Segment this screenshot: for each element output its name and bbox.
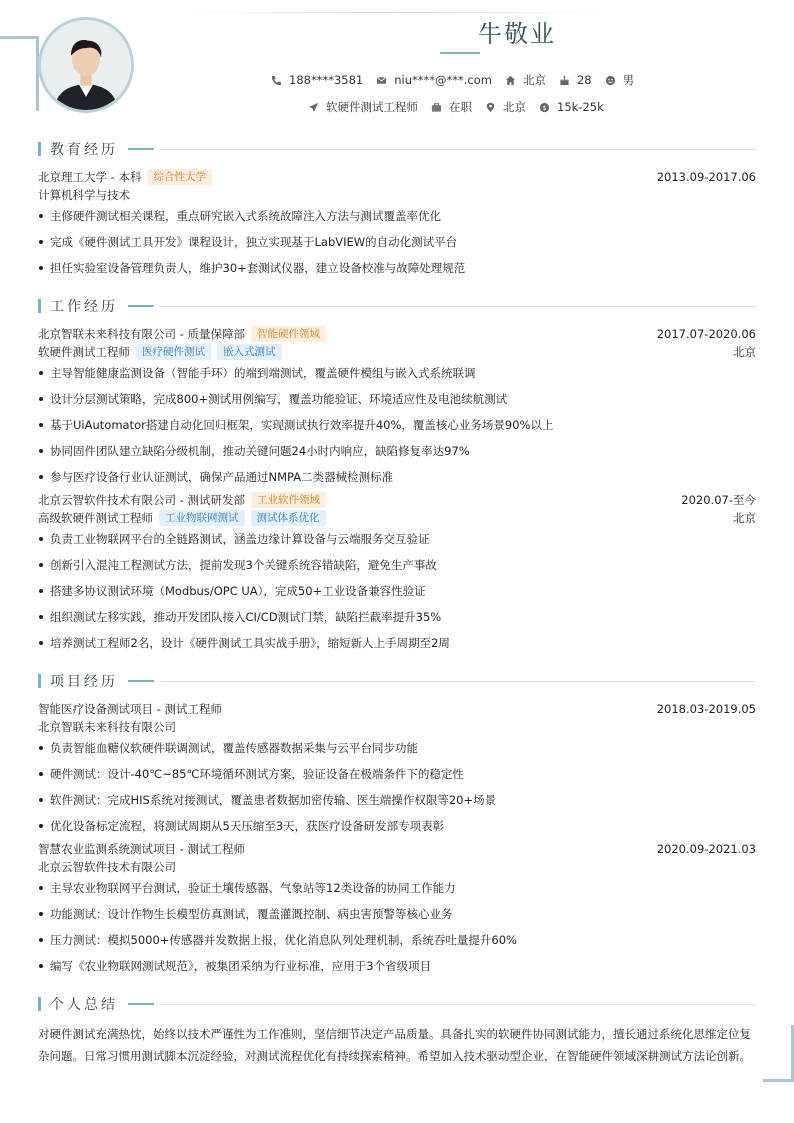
- company-name: 北京智联未来科技有限公司 - 质量保障部: [38, 327, 245, 341]
- section-project: [38, 673, 756, 689]
- list-item: 功能测试：设计作物生长模型仿真测试，覆盖灌溉控制、病虫害预警等核心业务: [38, 906, 756, 922]
- list-item: 参与医疗设备行业认证测试，确保产品通过NMPA二类器械检测标准: [38, 469, 756, 485]
- project-date: 2020.09-2021.03: [656, 842, 756, 856]
- work-role: [38, 510, 756, 526]
- skill-tag: 工业物联网测试: [159, 510, 245, 526]
- project-company-name: 北京云智软件技术有限公司: [38, 860, 176, 874]
- project-company-name: 北京智联未来科技有限公司: [38, 720, 176, 734]
- home-icon: [505, 75, 516, 86]
- skill-tag: 测试体系优化: [251, 510, 326, 526]
- list-item: 负责智能血糖仪软硬件联调测试，覆盖传感器数据采集与云平台同步功能: [38, 740, 756, 756]
- list-item: 设计分层测试策略，完成800+测试用例编写，覆盖功能验证、环境适应性及电池续航测试: [38, 391, 756, 407]
- education-date: 2013.09-2017.06: [656, 170, 756, 184]
- candidate-name: 牛敬业: [478, 20, 556, 48]
- company-name: 北京云智软件技术有限公司 - 测试研发部: [38, 493, 245, 507]
- skill-tag: 医疗硬件测试: [136, 344, 211, 360]
- send-icon: [308, 102, 319, 113]
- svg-text:$: $: [542, 103, 547, 112]
- section-title: 项目经历: [50, 674, 118, 690]
- list-item: 优化设备标定流程，将测试周期从5天压缩至3天，获医疗设备研发部专项表彰: [38, 818, 756, 834]
- name-underline: [440, 52, 480, 54]
- corner-decoration-left: [0, 36, 39, 111]
- school-tag: 综合性大学: [147, 169, 212, 185]
- job-item: [308, 99, 418, 115]
- face-icon: [605, 75, 616, 86]
- list-item: 协同固件团队建立缺陷分级机制，推动关键问题24小时内响应，缺陷修复率达97%: [38, 443, 756, 459]
- list-item: 主导智能健康监测设备（智能手环）的端到端测试，覆盖硬件模组与嵌入式系统联调: [38, 365, 756, 381]
- industry-tag: 智能硬件领域: [251, 326, 326, 342]
- list-item: 压力测试：模拟5000+传感器并发数据上报，优化消息队列处理机制，系统吞吐量提升60%: [38, 932, 756, 948]
- list-item: 主修硬件测试相关课程，重点研究嵌入式系统故障注入方法与测试覆盖率优化: [38, 208, 756, 224]
- section-education: [38, 141, 756, 157]
- age-item: [559, 73, 592, 87]
- list-item: 主导农业物联网平台测试，验证土壤传感器、气象站等12类设备的协同工作能力: [38, 880, 756, 896]
- work-date: 2017.07-2020.06: [656, 327, 756, 341]
- education-major: [38, 187, 756, 203]
- phone-value: 188****3581: [289, 73, 364, 87]
- summary-text: 对硬件测试充满热忱，始终以技术严谨性为工作准则，坚信细节决定产品质量。具备扎实的软硬件协同测试能力，擅长通过系统化思维定位复杂问题。日常习惯用测试脚本沉淀经验，对测试流程优化有持续探索精神。希望加入技术驱动型企业，在智能硬件领域深耕测试方法论创新。: [38, 1027, 751, 1063]
- work-role: [38, 344, 756, 360]
- project-company: [38, 719, 756, 735]
- project-date: 2018.03-2019.05: [656, 702, 756, 716]
- location-value: 北京: [503, 100, 526, 114]
- location-item: [485, 99, 526, 115]
- list-item: 完成《硬件测试工具开发》课程设计，独立实现基于LabVIEW的自动化测试平台: [38, 234, 756, 250]
- work-header: [38, 326, 756, 342]
- project-name: 智慧农业监测系统测试项目 - 测试工程师: [38, 842, 245, 856]
- avatar: [38, 17, 134, 113]
- work-location: 北京: [733, 511, 756, 525]
- city-item: [505, 72, 546, 88]
- email-item: [376, 73, 492, 87]
- salary-value: 15k-25k: [557, 100, 604, 114]
- phone-item: [271, 73, 363, 87]
- list-item: 基于UiAutomator搭建自动化回归框架，实现测试执行效率提升40%，覆盖核心业务场景90%以上: [38, 417, 756, 433]
- gender-value: 男: [622, 73, 635, 87]
- job-intent-row: [308, 99, 617, 115]
- list-item: 软件测试：完成HIS系统对接测试，覆盖患者数据加密传输、医生端操作权限等20+场景: [38, 792, 756, 808]
- work-location: 北京: [733, 345, 756, 359]
- project-header: [38, 701, 756, 717]
- list-item: 硬件测试：设计-40℃~85℃环境循环测试方案，验证设备在极端条件下的稳定性: [38, 766, 756, 782]
- status-item: [431, 99, 472, 115]
- list-item: 培养测试工程师2名，设计《硬件测试工具实战手册》，缩短新人上手周期至2周: [38, 635, 756, 651]
- list-item: 组织测试左移实践，推动开发团队接入CI/CD测试门禁，缺陷拦截率提升35%: [38, 609, 756, 625]
- work-date: 2020.07-至今: [681, 493, 756, 507]
- skill-tag: 嵌入式测试: [217, 344, 282, 360]
- school-name: 北京理工大学 - 本科: [38, 170, 142, 184]
- list-item: 负责工业物联网平台的全链路测试，涵盖边缘计算设备与云端服务交互验证: [38, 531, 756, 547]
- contact-row: [271, 72, 647, 88]
- section-title: 个人总结: [50, 997, 118, 1013]
- project-header: [38, 841, 756, 857]
- section-title: 教育经历: [50, 142, 118, 158]
- corner-decoration-right: [763, 1025, 794, 1082]
- briefcase-icon: [431, 102, 442, 113]
- section-work: [38, 298, 756, 314]
- top-divider: [180, 12, 610, 13]
- industry-tag: 工业软件领域: [251, 492, 326, 508]
- job-title: 软硬件测试工程师: [38, 345, 130, 359]
- email-value: niu****@***.com: [394, 73, 492, 87]
- cake-icon: [559, 75, 570, 86]
- job-title: 高级软硬件测试工程师: [38, 511, 153, 525]
- city-value: 北京: [522, 73, 546, 87]
- mail-icon: [376, 75, 387, 86]
- education-header: [38, 169, 756, 185]
- list-item: 担任实验室设备管理负责人，维护30+套测试仪器，建立设备校准与故障处理规范: [38, 260, 756, 276]
- list-item: 创新引入混沌工程测试方法，提前发现3个关键系统容错缺陷，避免生产事故: [38, 557, 756, 573]
- project-company: [38, 859, 756, 875]
- section-summary: [38, 996, 756, 1012]
- avatar-image: [41, 20, 131, 110]
- section-title: 工作经历: [50, 299, 118, 315]
- major-name: 计算机科学与技术: [38, 188, 130, 202]
- project-name: 智能医疗设备测试项目 - 测试工程师: [38, 702, 222, 716]
- job-value: 软硬件测试工程师: [326, 100, 418, 114]
- status-value: 在职: [449, 100, 472, 114]
- location-pin-icon: [485, 102, 496, 113]
- age-value: 28: [576, 73, 592, 87]
- gender-item: [605, 72, 635, 88]
- list-item: 编写《农业物联网测试规范》，被集团采纳为行业标准，应用于3个省级项目: [38, 958, 756, 974]
- list-item: 搭建多协议测试环境（Modbus/OPC UA），完成50+工业设备兼容性验证: [38, 583, 756, 599]
- work-header: [38, 492, 756, 508]
- salary-item: [539, 100, 604, 114]
- money-icon: [539, 102, 550, 113]
- phone-icon: [271, 75, 282, 86]
